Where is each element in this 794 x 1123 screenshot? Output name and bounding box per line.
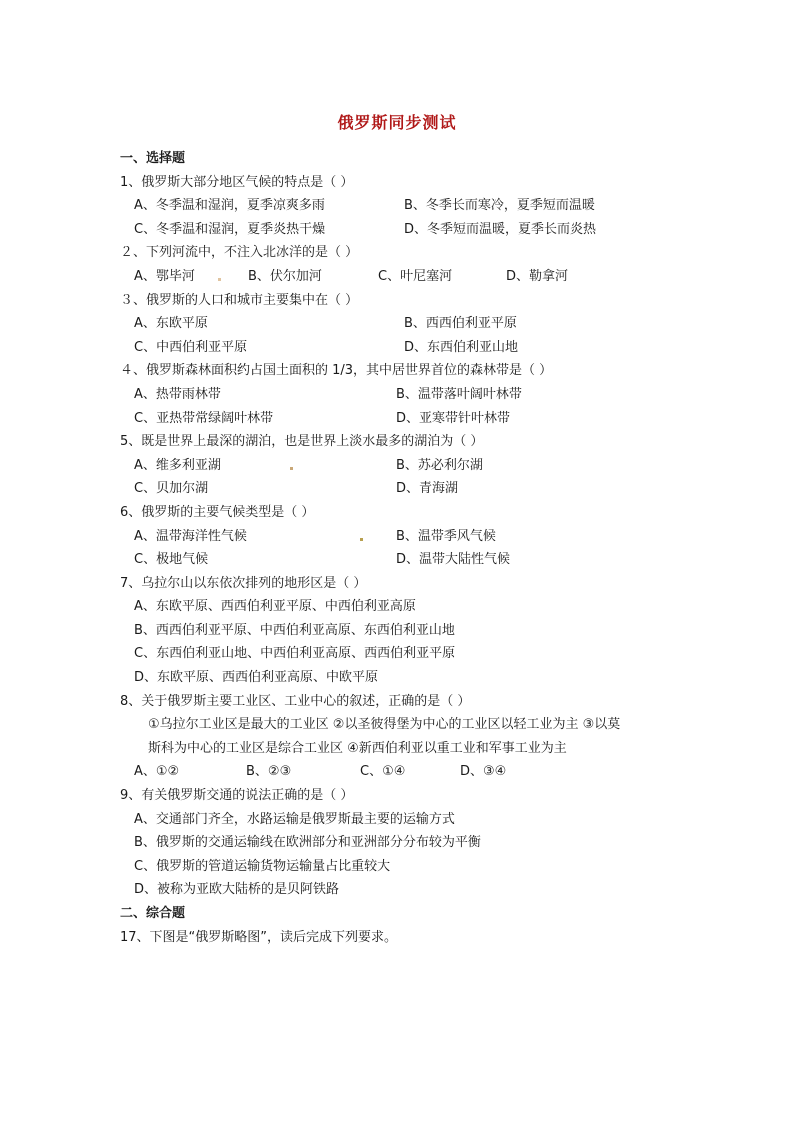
question-7-option-b: B、西西伯利亚平原、中西伯利亚高原、东西伯利亚山地 [134, 622, 455, 638]
question-2-options [120, 265, 690, 289]
question-2-option-b: B、伏尔加河 [248, 268, 322, 284]
question-1-option-d: D、冬季短而温暖，夏季长而炎热 [404, 221, 597, 237]
question-5-stem: 5、既是世界上最深的湖泊，也是世界上淡水最多的湖泊为（ ） [120, 434, 484, 450]
question-8-stem: 8、关于俄罗斯主要工业区、工业中心的叙述，正确的是（ ） [120, 693, 471, 709]
question-8-option-a: A、①② [134, 764, 180, 780]
question-8-option-d: D、③④ [460, 764, 507, 780]
question-17-stem: 17、下图是“俄罗斯略图”，读后完成下列要求。 [120, 929, 398, 945]
section-heading-choice: 一、选择题 [120, 151, 186, 166]
question-6-stem: 6、俄罗斯的主要气候类型是（ ） [120, 504, 315, 520]
question-4-option-a: A、热带雨林带 [134, 386, 221, 402]
question-1-option-c: C、冬季温和湿润，夏季炎热干燥 [134, 221, 326, 237]
question-4-option-d: D、亚寒带针叶林带 [396, 410, 511, 426]
question-8-statements-line2: 斯科为中心的工业区是综合工业区 ④新西伯利亚以重工业和军事工业为主 [148, 740, 567, 756]
question-7-option-a: A、东欧平原、西西伯利亚平原、中西伯利亚高原 [134, 599, 416, 615]
question-2-option-d: D、勒拿河 [506, 268, 569, 284]
question-5-option-c: C、贝加尔湖 [134, 481, 209, 497]
question-7-stem: 7、乌拉尔山以东依次排列的地形区是（ ） [120, 575, 367, 591]
question-6-option-b: B、温带季风气候 [396, 528, 496, 544]
question-6-option-d: D、温带大陆性气候 [396, 552, 511, 568]
question-9-option-c: C、俄罗斯的管道运输货物运输量占比重较大 [134, 858, 391, 874]
question-6-options-row1 [120, 525, 690, 549]
question-3-option-b: B、西西伯利亚平原 [404, 316, 517, 332]
section-heading-comprehensive: 二、综合题 [120, 906, 186, 921]
question-4-stem: ４、俄罗斯森林面积约占国土面积的 1/3，其中居世界首位的森林带是（ ） [120, 363, 553, 379]
question-3-options-row1 [120, 312, 690, 336]
question-3-option-d: D、东西伯利亚山地 [404, 339, 519, 355]
page-title: 俄罗斯同步测试 [337, 113, 457, 132]
question-9-option-d: D、被称为亚欧大陆桥的是贝阿铁路 [134, 882, 340, 898]
stray-dot [360, 538, 363, 541]
question-7-option-d: D、东欧平原、西西伯利亚高原、中欧平原 [134, 670, 379, 686]
question-3-stem: ３、俄罗斯的人口和城市主要集中在（ ） [120, 292, 359, 308]
question-5-option-a: A、维多利亚湖 [134, 457, 221, 473]
stray-dot [218, 278, 221, 281]
question-8-statements-line1: ①乌拉尔工业区是最大的工业区 ②以圣彼得堡为中心的工业区以轻工业为主 ③以莫 [148, 717, 621, 733]
question-1-options-row1 [120, 194, 690, 218]
question-1-option-a: A、冬季温和湿润，夏季凉爽多雨 [134, 198, 325, 214]
question-3-options-row2 [120, 336, 690, 360]
question-5-options-row1 [120, 454, 690, 478]
question-3-option-a: A、东欧平原 [134, 316, 208, 332]
question-4-option-b: B、温带落叶阔叶林带 [396, 386, 522, 402]
question-8-option-c: C、①④ [360, 764, 406, 780]
question-1-option-b: B、冬季长而寒冷，夏季短而温暖 [404, 198, 595, 214]
question-5-option-d: D、青海湖 [396, 481, 459, 497]
question-4-option-c: C、亚热带常绿阔叶林带 [134, 410, 274, 426]
stray-dot [290, 467, 293, 470]
question-4-options-row2 [120, 407, 690, 431]
question-3-option-c: C、中西伯利亚平原 [134, 339, 248, 355]
question-4-options-row1 [120, 383, 690, 407]
question-5-option-b: B、苏必利尔湖 [396, 457, 483, 473]
question-2-stem: ２、下列河流中，不注入北冰洋的是（ ） [120, 245, 359, 261]
question-5-options-row2 [120, 477, 690, 501]
question-list [120, 147, 690, 949]
question-8-options [120, 760, 690, 784]
question-2-option-c: C、叶尼塞河 [378, 268, 453, 284]
question-9-option-b: B、俄罗斯的交通运输线在欧洲部分和亚洲部分分布较为平衡 [134, 835, 481, 851]
question-6-option-a: A、温带海洋性气候 [134, 528, 247, 544]
question-6-option-c: C、极地气候 [134, 552, 209, 568]
question-9-stem: 9、有关俄罗斯交通的说法正确的是（ ） [120, 788, 354, 804]
question-9-option-a: A、交通部门齐全，水路运输是俄罗斯最主要的运输方式 [134, 811, 455, 827]
question-1-stem: 1、俄罗斯大部分地区气候的特点是（ ） [120, 174, 354, 190]
question-1-options-row2 [120, 218, 690, 242]
question-7-option-c: C、东西伯利亚山地、中西伯利亚高原、西西伯利亚平原 [134, 646, 456, 662]
question-2-option-a: A、鄂毕河 [134, 268, 195, 284]
question-6-options-row2 [120, 548, 690, 572]
question-8-option-b: B、②③ [246, 764, 292, 780]
